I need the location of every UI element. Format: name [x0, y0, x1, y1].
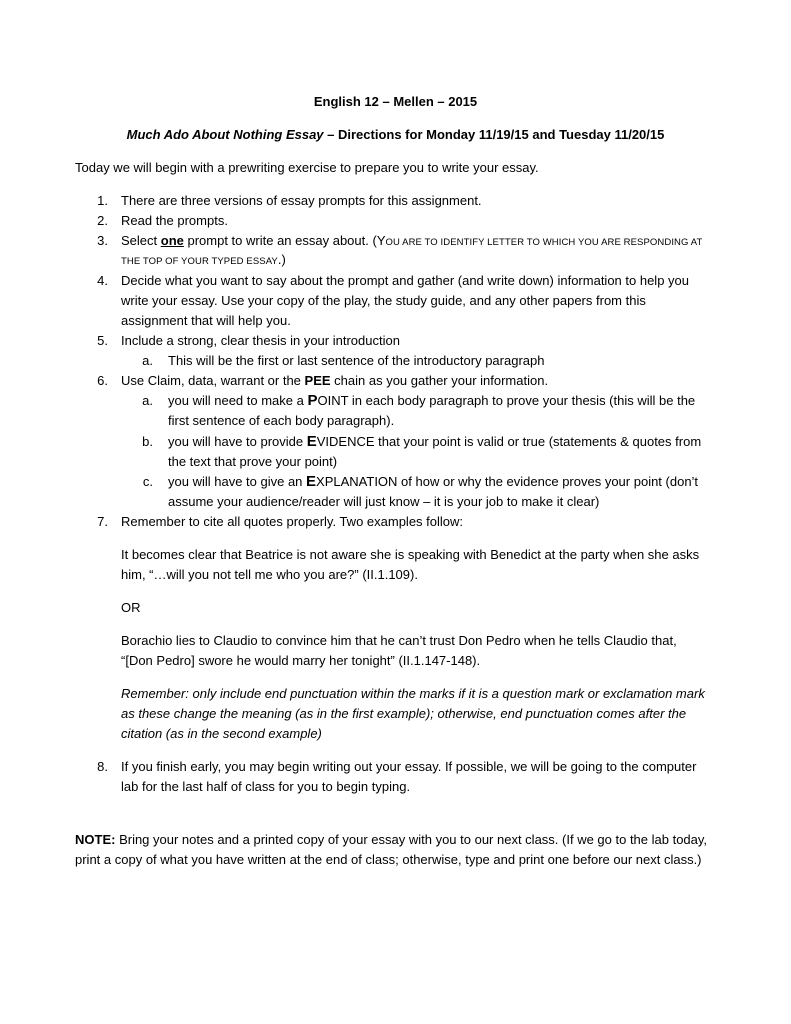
initial-letter: P	[307, 392, 318, 409]
list-number: 1.	[97, 193, 108, 208]
reminder-note: Remember: only include end punctuation within the marks if it is a question mark or exclamation mark	[121, 686, 705, 701]
text-run: XPLANATION of how or why the evidence proves your point (don’t	[316, 474, 699, 489]
sublist-item-text	[168, 472, 698, 492]
sublist-item-text: This will be the first or last sentence of the introductory paragraph	[168, 353, 545, 368]
list-number: 4.	[97, 273, 108, 288]
text-run: you will have to give an	[168, 474, 307, 489]
sublist-letter: a.	[142, 353, 153, 368]
text-run: Y	[376, 233, 386, 248]
citation-example: Borachio lies to Claudio to convince him that he can’t trust Don Pedro when he tells Claudio that,	[121, 633, 677, 648]
list-item-text	[121, 250, 286, 272]
text-run: you will have to provide	[168, 434, 307, 449]
citation-example: It becomes clear that Beatrice is not aware she is speaking with Benedict at the party when she asks	[121, 547, 700, 562]
small-caps-text: OU ARE TO IDENTIFY LETTER TO WHICH YOU ARE RESPONDING AT	[385, 237, 703, 248]
note-paragraph	[75, 830, 707, 850]
text-run: VIDENCE that your point is valid or true (statements & quotes from	[316, 434, 702, 449]
sublist-item-text: assume your audience/reader will just know – it is your job to make it clear)	[168, 494, 600, 509]
text-run: Select	[121, 233, 161, 248]
list-item-text: write your essay. Use your copy of the play, the study guide, and any other papers from this	[121, 293, 646, 308]
pee-label: PEE	[304, 373, 331, 388]
list-number: 7.	[97, 514, 108, 529]
sublist-item-text	[168, 391, 695, 411]
small-caps-text: THE TOP OF YOUR TYPED ESSAY	[121, 256, 278, 267]
text-run: you will need to make a	[168, 393, 308, 408]
list-item-text	[121, 371, 548, 391]
list-item-text: Include a strong, clear thesis in your introduction	[121, 333, 400, 348]
sublist-letter: c.	[142, 474, 153, 489]
intro-paragraph: Today we will begin with a prewriting exercise to prepare you to write your essay.	[75, 160, 539, 175]
text-run: chain as you gather your information.	[330, 373, 549, 388]
sublist-item-text: first sentence of each body paragraph).	[168, 413, 395, 428]
list-item-text: Decide what you want to say about the prompt and gather (and write down) information to help you	[121, 273, 689, 288]
list-item-text: There are three versions of essay prompts for this assignment.	[121, 193, 482, 208]
initial-letter: E	[306, 473, 317, 490]
citation-example: “[Don Pedro] swore he would marry her tonight” (II.1.147-148).	[121, 653, 481, 668]
sublist-letter: b.	[142, 434, 153, 449]
sublist-item-text: the text that prove your point)	[168, 454, 338, 469]
list-item-text: Remember to cite all quotes properly. Two examples follow:	[121, 514, 464, 529]
sublist-item-text	[168, 432, 701, 452]
note-label: NOTE:	[75, 832, 116, 847]
note-paragraph: print a copy of what you have written at the end of class; otherwise, type and print one before our next class.)	[75, 852, 702, 867]
initial-letter: E	[306, 433, 317, 450]
list-item-text: assignment that will help you.	[121, 313, 291, 328]
or-separator: OR	[121, 600, 141, 615]
document-subtitle	[0, 125, 791, 145]
text-run: prompt to write an essay about. (	[183, 233, 377, 248]
list-number: 6.	[97, 373, 108, 388]
list-number: 3.	[97, 233, 108, 248]
list-number: 2.	[97, 213, 108, 228]
text-run: Use Claim, data, warrant or the	[121, 373, 305, 388]
emphasis-one: one	[160, 233, 184, 248]
sublist-letter: a.	[142, 393, 153, 408]
reminder-note: as these change the meaning (as in the first example); otherwise, end punctuation comes after the	[121, 706, 687, 721]
citation-example: him, “…will you not tell me who you are?” (II.1.109).	[121, 567, 418, 582]
list-number: 5.	[97, 333, 108, 348]
subtitle-directions: – Directions for Monday 11/19/15 and Tuesday 11/20/15	[323, 127, 665, 142]
list-item-text: lab for the last half of class for you to begin typing.	[121, 779, 411, 794]
document-title: English 12 – Mellen – 2015	[313, 94, 478, 109]
text-run: .)	[277, 252, 286, 267]
text-run: Bring your notes and a printed copy of your essay with you to our next class. (If we go to the lab today,	[115, 832, 708, 847]
list-item-text: Read the prompts.	[121, 213, 228, 228]
subtitle-work-title: Much Ado About Nothing Essay	[126, 127, 324, 142]
list-item-text: If you finish early, you may begin writing out your essay. If possible, we will be going to the computer	[121, 759, 697, 774]
reminder-note: citation (as in the second example)	[121, 726, 322, 741]
text-run: OINT in each body paragraph to prove your thesis (this will be the	[317, 393, 696, 408]
list-number: 8.	[97, 759, 108, 774]
